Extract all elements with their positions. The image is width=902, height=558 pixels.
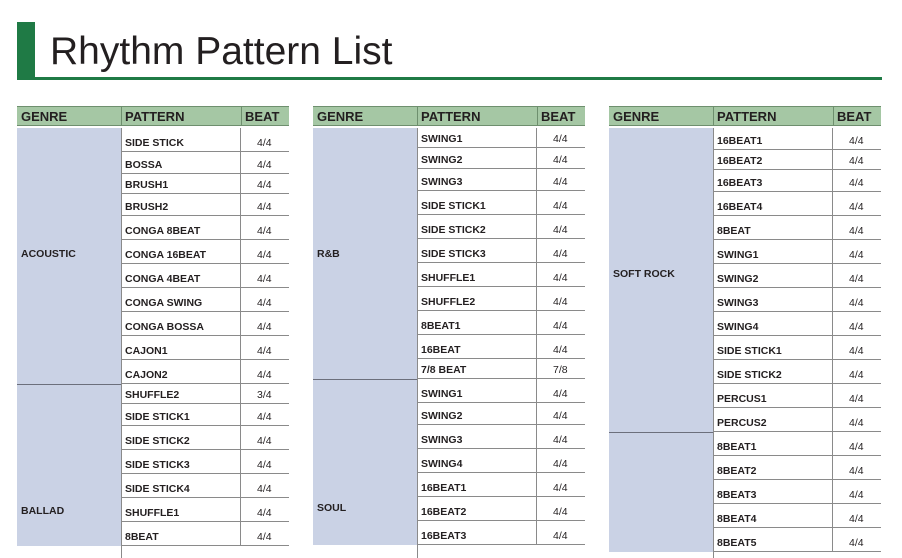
table-row <box>121 450 289 474</box>
row-divider <box>240 404 241 426</box>
pattern-name: 16BEAT2 <box>717 155 763 167</box>
pattern-name: SWING1 <box>717 249 759 261</box>
row-divider <box>240 312 241 336</box>
row-divider <box>240 128 241 152</box>
table-row <box>713 192 881 216</box>
row-divider <box>536 473 537 497</box>
beat-value: 4/4 <box>553 434 568 446</box>
pattern-name: SWING1 <box>421 388 463 400</box>
table-row <box>417 449 585 473</box>
pattern-name: 16BEAT2 <box>421 506 467 518</box>
row-divider <box>536 169 537 191</box>
pattern-name: 16BEAT3 <box>717 177 763 189</box>
pattern-name: 8BEAT1 <box>421 320 461 332</box>
beat-value: 4/4 <box>849 537 864 549</box>
table-row <box>417 497 585 521</box>
row-divider <box>832 456 833 480</box>
beat-value: 4/4 <box>553 133 568 145</box>
pattern-name: 8BEAT3 <box>717 489 757 501</box>
title-underline <box>17 77 882 80</box>
beat-value: 4/4 <box>849 417 864 429</box>
table-row <box>417 335 585 359</box>
row-divider <box>832 480 833 504</box>
pattern-name: SHUFFLE1 <box>421 272 476 284</box>
beat-value: 4/4 <box>553 154 568 166</box>
genre-label: SOUL <box>317 502 347 514</box>
row-divider <box>832 312 833 336</box>
row-divider <box>832 504 833 528</box>
table-row <box>713 170 881 192</box>
pattern-name: CONGA 8BEAT <box>125 225 201 237</box>
header-divider <box>713 107 714 126</box>
table-row <box>713 360 881 384</box>
pattern-name: 16BEAT1 <box>717 135 763 147</box>
table-row <box>417 311 585 335</box>
pattern-name: 8BEAT2 <box>717 465 757 477</box>
pattern-name: CAJON2 <box>125 369 168 381</box>
table-row <box>417 473 585 497</box>
row-divider <box>536 359 537 379</box>
beat-value: 4/4 <box>553 176 568 188</box>
row-divider <box>536 449 537 473</box>
table-row <box>121 240 289 264</box>
pattern-name: 16BEAT3 <box>421 530 467 542</box>
table-row <box>417 239 585 263</box>
row-divider <box>240 240 241 264</box>
beat-value: 4/4 <box>849 201 864 213</box>
row-divider <box>240 384 241 404</box>
pattern-name: SIDE STICK4 <box>125 483 190 495</box>
pattern-name: SHUFFLE2 <box>125 389 180 401</box>
beat-value: 4/4 <box>257 369 272 381</box>
pattern-name: SWING2 <box>421 154 463 166</box>
beat-value: 4/4 <box>849 489 864 501</box>
table-row <box>121 264 289 288</box>
beat-value: 4/4 <box>257 435 272 447</box>
header-divider <box>833 107 834 126</box>
row-divider <box>240 152 241 174</box>
pattern-name: CONGA BOSSA <box>125 321 204 333</box>
table-row <box>417 128 585 148</box>
table-row <box>121 360 289 384</box>
genre-label: BALLAD <box>21 505 65 517</box>
table-header <box>17 106 289 126</box>
table-row <box>713 528 881 552</box>
row-divider <box>832 288 833 312</box>
beat-value: 3/4 <box>257 389 272 401</box>
pattern-name: BRUSH1 <box>125 179 169 191</box>
row-divider <box>536 191 537 215</box>
table-row <box>417 148 585 169</box>
table-row <box>121 312 289 336</box>
beat-value: 4/4 <box>849 345 864 357</box>
beat-value: 4/4 <box>849 441 864 453</box>
table-row <box>121 288 289 312</box>
beat-value: 4/4 <box>257 459 272 471</box>
pattern-name: PERCUS1 <box>717 393 767 405</box>
beat-column-header: BEAT <box>245 109 280 124</box>
beat-value: 4/4 <box>553 506 568 518</box>
pattern-name: PERCUS2 <box>717 417 767 429</box>
header-divider <box>537 107 538 126</box>
row-divider <box>240 174 241 194</box>
pattern-name: CONGA SWING <box>125 297 203 309</box>
row-divider <box>832 192 833 216</box>
row-divider <box>240 474 241 498</box>
pattern-name: SWING1 <box>421 133 463 145</box>
beat-value: 4/4 <box>553 482 568 494</box>
table-row <box>121 174 289 194</box>
header-divider <box>241 107 242 126</box>
table-row <box>713 384 881 408</box>
row-divider <box>832 216 833 240</box>
beat-value: 4/4 <box>257 297 272 309</box>
row-divider <box>240 264 241 288</box>
pattern-name: 16BEAT4 <box>717 201 763 213</box>
row-divider <box>832 240 833 264</box>
table-row <box>713 456 881 480</box>
genre-label: R&B <box>317 248 340 260</box>
beat-value: 4/4 <box>257 345 272 357</box>
row-divider <box>536 497 537 521</box>
header-divider <box>417 107 418 126</box>
header-divider <box>121 107 122 126</box>
pattern-name: CAJON1 <box>125 345 168 357</box>
beat-value: 4/4 <box>257 201 272 213</box>
row-divider <box>536 425 537 449</box>
table-row <box>121 152 289 174</box>
beat-value: 4/4 <box>553 530 568 542</box>
pattern-column-header: PATTERN <box>421 109 481 124</box>
table-row <box>417 169 585 191</box>
genre-cell <box>313 128 417 379</box>
row-divider <box>832 170 833 192</box>
pattern-name: SIDE STICK <box>125 137 184 149</box>
pattern-name: SIDE STICK3 <box>125 459 190 471</box>
row-divider <box>536 521 537 545</box>
pattern-name: CONGA 4BEAT <box>125 273 201 285</box>
genre-cell <box>17 384 121 546</box>
pattern-name: 8BEAT1 <box>717 441 757 453</box>
row-divider <box>536 403 537 425</box>
beat-value: 4/4 <box>849 465 864 477</box>
beat-value: 4/4 <box>553 344 568 356</box>
row-divider <box>536 128 537 148</box>
table-row <box>713 216 881 240</box>
beat-value: 4/4 <box>553 248 568 260</box>
table-row <box>121 498 289 522</box>
pattern-rows <box>417 128 585 545</box>
pattern-name: BOSSA <box>125 159 163 171</box>
table-row <box>713 480 881 504</box>
genre-cell <box>609 432 713 552</box>
pattern-name: SWING3 <box>421 434 463 446</box>
table-row <box>121 128 289 152</box>
beat-value: 4/4 <box>257 273 272 285</box>
row-divider <box>536 335 537 359</box>
row-divider <box>832 128 833 150</box>
pattern-name: SWING4 <box>421 458 463 470</box>
row-divider <box>240 216 241 240</box>
table-row <box>417 191 585 215</box>
table-row <box>713 240 881 264</box>
row-divider <box>832 528 833 552</box>
beat-value: 4/4 <box>849 513 864 525</box>
row-divider <box>832 264 833 288</box>
beat-value: 4/4 <box>257 159 272 171</box>
beat-value: 4/4 <box>849 249 864 261</box>
pattern-name: 8BEAT5 <box>717 537 757 549</box>
pattern-name: SWING3 <box>717 297 759 309</box>
genre-column-header: GENRE <box>21 109 68 124</box>
beat-value: 4/4 <box>257 321 272 333</box>
genre-cell <box>313 379 417 545</box>
pattern-name: SIDE STICK3 <box>421 248 486 260</box>
beat-value: 4/4 <box>257 137 272 149</box>
row-divider <box>832 150 833 170</box>
pattern-name: 8BEAT <box>125 531 159 543</box>
pattern-column-header: PATTERN <box>717 109 777 124</box>
pattern-name: SHUFFLE1 <box>125 507 180 519</box>
pattern-name: SWING2 <box>717 273 759 285</box>
pattern-name: BRUSH2 <box>125 201 169 213</box>
genre-cell <box>609 128 713 432</box>
beat-value: 4/4 <box>257 179 272 191</box>
pattern-name: SIDE STICK2 <box>421 224 486 236</box>
pattern-name: CONGA 16BEAT <box>125 249 207 261</box>
table-row <box>121 404 289 426</box>
beat-value: 4/4 <box>553 320 568 332</box>
beat-value: 4/4 <box>553 296 568 308</box>
pattern-column-header: PATTERN <box>125 109 185 124</box>
beat-value: 4/4 <box>257 411 272 423</box>
page-title: Rhythm Pattern List <box>50 30 393 73</box>
table-row <box>417 215 585 239</box>
row-divider <box>832 336 833 360</box>
table-row <box>713 504 881 528</box>
pattern-name: SIDE STICK2 <box>717 369 782 381</box>
beat-column-header: BEAT <box>541 109 576 124</box>
beat-value: 4/4 <box>849 393 864 405</box>
beat-value: 4/4 <box>553 388 568 400</box>
pattern-name: SHUFFLE2 <box>421 296 476 308</box>
table-header <box>609 106 881 126</box>
table-row <box>121 216 289 240</box>
pattern-name: 16BEAT <box>421 344 461 356</box>
beat-value: 4/4 <box>257 249 272 261</box>
table-row <box>417 425 585 449</box>
pattern-name: 16BEAT1 <box>421 482 467 494</box>
table-row <box>713 312 881 336</box>
table-row <box>713 128 881 150</box>
row-divider <box>536 215 537 239</box>
pattern-name: SIDE STICK1 <box>125 411 190 423</box>
beat-value: 4/4 <box>849 155 864 167</box>
pattern-name: SWING4 <box>717 321 759 333</box>
table-row <box>713 288 881 312</box>
table-row <box>417 287 585 311</box>
pattern-name: 8BEAT4 <box>717 513 757 525</box>
row-divider <box>536 239 537 263</box>
genre-label: SOFT ROCK <box>613 268 675 280</box>
beat-value: 4/4 <box>553 272 568 284</box>
table-row <box>121 426 289 450</box>
row-divider <box>240 336 241 360</box>
beat-value: 4/4 <box>257 225 272 237</box>
pattern-name: 7/8 BEAT <box>421 364 467 376</box>
pattern-rows <box>121 128 289 546</box>
beat-value: 4/4 <box>553 458 568 470</box>
table-row <box>417 263 585 287</box>
beat-column-header: BEAT <box>837 109 872 124</box>
beat-value: 4/4 <box>849 177 864 189</box>
beat-value: 4/4 <box>849 225 864 237</box>
pattern-name: SIDE STICK1 <box>717 345 782 357</box>
table-row <box>121 384 289 404</box>
beat-value: 4/4 <box>553 200 568 212</box>
row-divider <box>832 432 833 456</box>
beat-value: 4/4 <box>553 224 568 236</box>
pattern-name: SIDE STICK2 <box>125 435 190 447</box>
table-header <box>313 106 585 126</box>
genre-column-header: GENRE <box>317 109 364 124</box>
table-row <box>121 336 289 360</box>
table-row <box>713 150 881 170</box>
table-row <box>713 432 881 456</box>
row-divider <box>832 360 833 384</box>
table-row <box>417 521 585 545</box>
table-row <box>121 474 289 498</box>
row-divider <box>240 360 241 384</box>
genre-column-header: GENRE <box>613 109 660 124</box>
genre-label: ACOUSTIC <box>21 248 76 260</box>
row-divider <box>536 263 537 287</box>
table-row <box>417 403 585 425</box>
table-row <box>713 408 881 432</box>
beat-value: 4/4 <box>849 321 864 333</box>
table-row <box>121 194 289 216</box>
pattern-rows <box>713 128 881 552</box>
table-row <box>121 522 289 546</box>
row-divider <box>240 450 241 474</box>
row-divider <box>536 311 537 335</box>
pattern-name: SWING3 <box>421 176 463 188</box>
genre-cell <box>17 128 121 384</box>
pattern-name: 8BEAT <box>717 225 751 237</box>
pattern-name: SWING2 <box>421 410 463 422</box>
row-divider <box>240 498 241 522</box>
row-divider <box>240 426 241 450</box>
table-row <box>713 264 881 288</box>
row-divider <box>536 148 537 169</box>
row-divider <box>240 288 241 312</box>
beat-value: 4/4 <box>257 483 272 495</box>
row-divider <box>240 522 241 546</box>
pattern-name: SIDE STICK1 <box>421 200 486 212</box>
beat-value: 4/4 <box>553 410 568 422</box>
beat-value: 4/4 <box>849 297 864 309</box>
row-divider <box>536 287 537 311</box>
row-divider <box>832 408 833 432</box>
beat-value: 4/4 <box>849 135 864 147</box>
table-row <box>417 359 585 379</box>
row-divider <box>536 379 537 403</box>
title-accent-bar <box>17 22 35 77</box>
table-row <box>417 379 585 403</box>
beat-value: 4/4 <box>257 531 272 543</box>
row-divider <box>240 194 241 216</box>
row-divider <box>832 384 833 408</box>
beat-value: 4/4 <box>849 369 864 381</box>
beat-value: 4/4 <box>849 273 864 285</box>
table-row <box>713 336 881 360</box>
beat-value: 4/4 <box>257 507 272 519</box>
beat-value: 7/8 <box>553 364 568 376</box>
